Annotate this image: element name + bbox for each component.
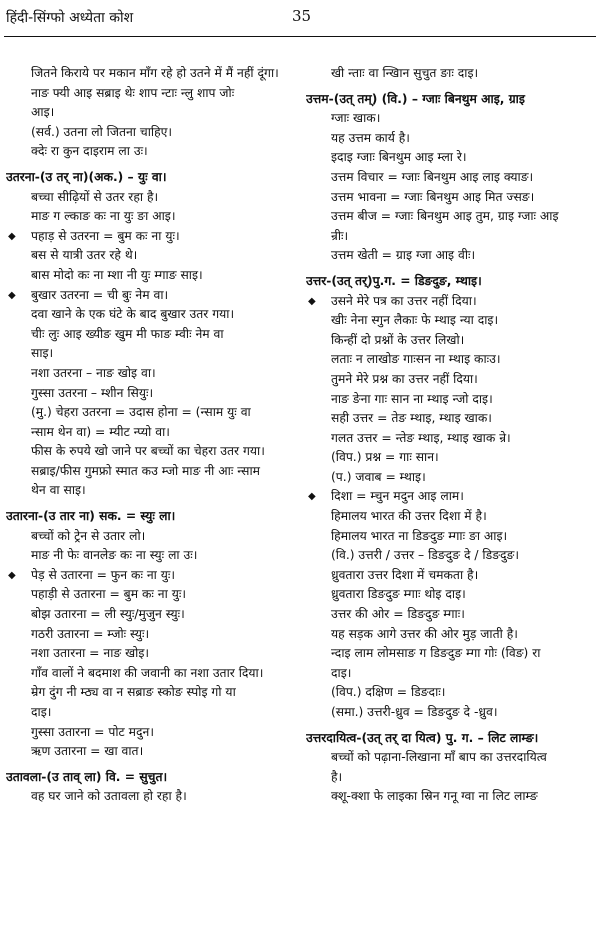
entry-text-line: पहाड़ी से उतारना = बुम कः ना युः। — [31, 587, 187, 602]
entry-text-line: आइ। — [31, 105, 55, 120]
entry-text-line: गुस्सा उतरना – म्शीन सियुः। — [31, 385, 154, 400]
entry-text-line: जितने किराये पर मकान माँग रहे हो उतने में मैं नहीं दूंगा। — [31, 66, 279, 80]
entry-text-line: न्साम थेन वा) = म्यीट न्प्यो वा। — [31, 424, 170, 439]
entry-text-line: उत्तर की ओर = डिङदुङ म्गाः। — [331, 607, 465, 622]
entry-text-line: उत्तम बीज = ग्जाः बिनथुम आइ तुम, ग्राइ ग्जाः आइ — [331, 209, 559, 224]
entry-text-line: क्शू-क्शा फे लाइका स्रिन गनू ग्वा ना लिट लाम्ङ — [331, 789, 538, 804]
entry-text-line: बच्चों को पढ़ाना-लिखाना माँ बाप का उत्तरदायित्व — [331, 750, 547, 765]
entry-text-line: उत्तम खेती = ग्राइ ग्जा आइ वीः। — [331, 248, 476, 263]
entry-headword: उतरना-(उ तर् ना)(अक.) – युः वा। — [6, 169, 167, 184]
entry-text-line: ग्जाः खाक। — [331, 111, 381, 126]
entry-headword: उतावला-(उ ताव् ला) वि. = सुचुत। — [6, 769, 168, 784]
entry-text-line: यह उत्तम कार्य है। — [331, 130, 410, 145]
entry-text-line: म्रेग दुंग नी म्ठ्य वा न सब्राङ स्कोङ स्पोइ गो या — [31, 685, 236, 700]
sense-bullet-line: ◆ पेड़ से उतारना = फुन कः ना युः। — [6, 566, 298, 586]
entry-text-line: माङ नी फेः वानलेङ कः ना स्युः ला उः। — [31, 548, 198, 563]
entry-text-line: माङ ग ल्काङ कः ना युः ङा आइ। — [31, 209, 176, 224]
entry-text-line: नाङ ङेना गाः सान ना म्थाइ न्जो दाइ। — [331, 391, 493, 406]
entry-text-line: यह सड़क आगे उत्तर की ओर मुड़ जाती है। — [331, 626, 518, 641]
entry-text-line: गाँव वालों ने बदमाश की जवानी का नशा उतार दिया। — [31, 665, 264, 680]
sense-bullet-line: ◆ उसने मेरे पत्र का उत्तर नहीं दिया। — [306, 292, 596, 312]
entry-text-line: दाइ। — [331, 665, 352, 680]
entry-text-line: हिमालय भारत ना डिङदुङ म्गाः ङा आइ। — [331, 528, 508, 543]
entry-text-line: थेन वा साइ। — [31, 483, 86, 498]
entry-text-line: लताः न लाखोङ गाःसन ना म्थाइ काःउ। — [331, 352, 501, 367]
entry-text-line: तुमने मेरे प्रश्न का उत्तर नहीं दिया। — [331, 371, 478, 386]
left-column — [6, 64, 298, 807]
sense-bullet-line: ◆ दिशा = म्चुन मदुन आइ लाम। — [306, 487, 596, 507]
entry-text-line: दाइ। — [31, 705, 52, 719]
entry-text-line: दवा खाने के एक घंटे के बाद बुखार उतर गया। — [31, 307, 235, 322]
entry-text-line: बच्चा सीढ़ियों से उतर रहा है। — [31, 189, 159, 204]
entry-text-line: बास मोदो कः ना म्शा नी युः म्गाङ साइ। — [31, 267, 203, 282]
entry-text-line: ध्रुवतारा डिङदुङ म्गाः थोइ दाइ। — [331, 587, 466, 602]
page-number: 35 — [292, 7, 312, 25]
entry-text-line: उत्तम विचार = ग्जाः बिनथुम आइ लाइ क्याङ। — [331, 169, 534, 184]
entry-text-line: फीस के रुपये खो जाने पर बच्चों का चेहरा उतर गया। — [31, 444, 265, 459]
entry-headword: उत्तरदायित्व-(उत् तर् दा यित्व) पु. ग. – लिट लाम्ङ। — [306, 730, 539, 745]
entry-text-line: (सर्व.) उतना लो जितना चाहिए। — [31, 124, 173, 139]
entry-text-line: गलत उत्तर = न्तेङ म्थाइ, म्थाइ खाक न्रे। — [331, 430, 511, 445]
right-column — [306, 64, 596, 807]
entry-text-line: गुस्सा उतारना = पोट मदुन। — [31, 724, 154, 739]
entry-headword: उत्तम-(उत् तम्) (वि.) – ग्जाः बिनथुम आइ, ग्राइ — [306, 91, 525, 106]
entry-text-line: ध्रुवतारा उत्तर दिशा में चमकता है। — [331, 567, 479, 582]
entry-text-line: नशा उतरना – नाङ खोइ वा। — [31, 365, 156, 380]
entry-text-line: (वि.) उत्तरी / उत्तर – डिङदुङ दे / डिङदुङ। — [331, 548, 520, 563]
entry-text-line: हिमालय भारत की उत्तर दिशा में है। — [331, 509, 487, 524]
dictionary-title: हिंदी-सिंग्फो अध्येता कोश — [6, 10, 134, 26]
sense-bullet-line: ◆ बुखार उतरना = ची बुः नेम वा। — [6, 286, 298, 306]
header-divider — [4, 36, 596, 37]
entry-text-line: बोझ उतारना = ली स्युः/मुजुन स्युः। — [31, 607, 185, 622]
entry-text-line: किन्हीं दो प्रश्नों के उत्तर लिखो। — [331, 332, 465, 347]
entry-text-line: है। — [331, 769, 343, 784]
entry-text-line: (समा.) उत्तरी-ध्रुव = डिङदुङ दे -ध्रुव। — [331, 705, 498, 719]
entry-text-line: क्देः रा कुन दाइराम ला उः। — [31, 144, 148, 159]
entry-headword: उतारना-(उ तार ना) सक. = स्युः ला। — [6, 509, 176, 524]
entry-text-line: ऋण उतारना = खा वात। — [31, 744, 144, 759]
entry-text-line: खीः नेना स्गुन लैकाः फे म्थाइ न्या दाइ। — [331, 313, 499, 328]
entry-text-line: वह घर जाने को उतावला हो रहा है। — [31, 789, 187, 804]
entry-text-line: बच्चों को ट्रेन से उतार लो। — [31, 528, 146, 543]
entry-text-line: (विप.) दक्षिण = डिङदाः। — [331, 685, 446, 700]
entry-text-line: (प.) जवाब = म्थाइ। — [331, 469, 426, 484]
entry-text-line: बस से यात्री उतर रहे थे। — [31, 248, 138, 263]
entry-headword: उत्तर-(उत् तर्)पु.ग. = डिङदुङ, म्थाइ। — [306, 273, 482, 288]
entry-text-line: उत्तम भावना = ग्जाः बिनथुम आइ मित ज्सङ। — [331, 189, 535, 204]
entry-text-line: (मु.) चेहरा उतरना = उदास होना = (न्साम युः वा — [31, 405, 251, 420]
entry-text-line: नशा उतारना = नाङ खोइ। — [31, 646, 150, 661]
entry-text-line: न्रीः। — [331, 228, 349, 243]
entry-text-line: गठरी उतारना = म्जोः स्युः। — [31, 626, 150, 641]
entry-text-line: साइ। — [31, 346, 54, 361]
entry-text-line: न्दाइ लाम लोमसाङ ग डिङदुङ म्गा गोः (विङ) रा — [331, 646, 541, 661]
entry-text-line: सही उत्तर = तेङ म्थाइ, म्थाइ खाक। — [331, 411, 492, 426]
entry-text-line: सब्राइ/फीस गुमफ्रो स्मात कउ म्जो माङ नी आः न्साम — [31, 463, 261, 478]
entry-text-line: नाङ फ्यी आइ सब्राइ थेः शाप न्टाः न्लु शाप जोः — [31, 85, 235, 100]
entry-text-line: इदाइ ग्जाः बिनथुम आइ म्ला रे। — [331, 150, 467, 165]
entry-text-line: (विप.) प्रश्न = गाः सान। — [331, 450, 439, 465]
entry-text-line: खी न्ताः वा न्खिान सुचुत ङाः दाइ। — [331, 66, 479, 80]
page-header — [0, 0, 600, 36]
sense-bullet-line: ◆ पहाड़ से उतरना = बुम कः ना युः। — [6, 227, 298, 247]
entry-text-line: चीः लुः आइ ख्यीङ खुम मी फाङ म्वीः नेम वा — [31, 326, 224, 341]
